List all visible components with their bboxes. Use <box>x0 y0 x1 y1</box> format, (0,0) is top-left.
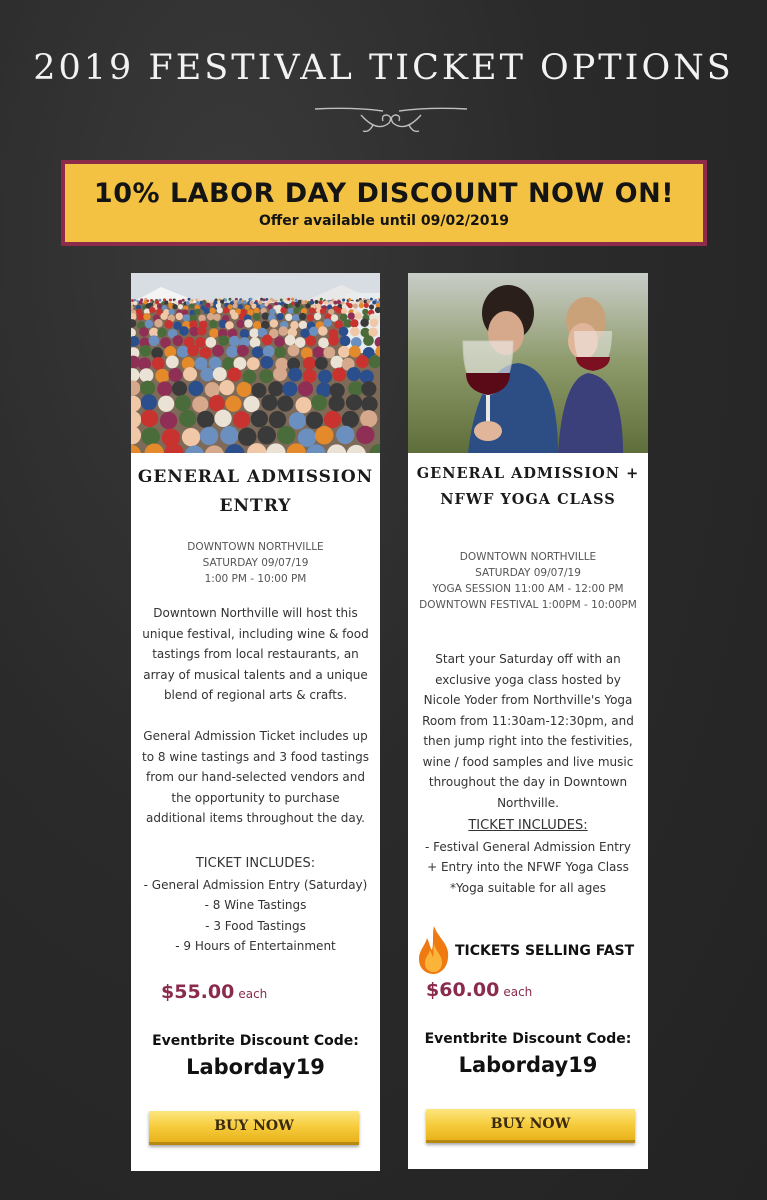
card-title <box>408 461 648 513</box>
ticket-card-general <box>131 273 380 1171</box>
meta-line: 1:00 PM - 10:00 PM <box>204 573 307 585</box>
ticket-price <box>426 979 532 1001</box>
includes-heading: TICKET INCLUDES: <box>468 818 588 833</box>
include-item: - Festival General Admission Entry <box>425 839 631 854</box>
card-title-line: NFWF YOGA CLASS <box>440 491 616 508</box>
selling-fast-label: TICKETS SELLING FAST <box>455 943 635 959</box>
meta-line: YOGA SESSION 11:00 AM - 12:00 PM <box>432 583 624 595</box>
buy-now-button[interactable]: BUY NOW <box>426 1109 635 1143</box>
includes-heading: TICKET INCLUDES: <box>195 856 316 871</box>
ornament-divider-icon <box>313 103 469 141</box>
card-title <box>131 463 380 521</box>
buy-now-button[interactable]: BUY NOW <box>149 1111 359 1145</box>
include-item: - General Admission Entry (Saturday) <box>143 877 368 892</box>
discount-code-label: Eventbrite Discount Code: <box>152 1033 359 1049</box>
ticket-includes <box>131 854 380 957</box>
price-value: $60.00 <box>426 979 500 1001</box>
discount-code: Laborday19 <box>458 1053 598 1077</box>
discount-code: Laborday19 <box>186 1055 325 1079</box>
discount-banner <box>61 160 707 246</box>
meta-line: DOWNTOWN NORTHVILLE <box>459 551 597 563</box>
card-description: Downtown Northville will host this unique festival, including wine & food tastings from local restaurants, an array of musical talents and a unique blend of regional arts & crafts. <box>142 606 369 702</box>
include-item: *Yoga suitable for all ages <box>449 880 607 895</box>
event-meta <box>408 549 648 613</box>
event-meta <box>131 539 380 587</box>
card-description: Start your Saturday off with an exclusive yoga class hosted by Nicole Yoder from Northville's Yoga Room from 11:30am-12:30pm, and then jump right into the festivities, wine / food samples and live music throughout the day in Downtown Northville. <box>422 652 634 810</box>
ticket-includes <box>408 816 648 898</box>
include-item: - 9 Hours of Entertainment <box>175 939 336 953</box>
page-title: 2019 FESTIVAL TICKET OPTIONS <box>33 48 734 88</box>
include-item: - 3 Food Tastings <box>205 918 306 933</box>
discount-code-label: Eventbrite Discount Code: <box>424 1031 632 1047</box>
wine-women-photo <box>408 273 648 453</box>
card-description: General Admission Ticket includes up to 8 wine tastings and 3 food tastings from our hand-selected vendors and the opportunity to purchase additional items throughout the day. <box>142 729 369 825</box>
card-title-line: GENERAL ADMISSION + <box>416 465 640 482</box>
meta-line: DOWNTOWN NORTHVILLE <box>187 541 324 553</box>
ticket-card-yoga <box>408 273 648 1169</box>
meta-line: SATURDAY 09/07/19 <box>202 557 309 569</box>
banner-subline: Offer available until 09/02/2019 <box>258 213 510 229</box>
price-unit: each <box>503 985 533 999</box>
price-unit: each <box>238 987 268 1001</box>
meta-line: SATURDAY 09/07/19 <box>475 567 581 579</box>
card-title-line: ENTRY <box>219 496 292 516</box>
meta-line: DOWNTOWN FESTIVAL 1:00PM - 10:00PM <box>419 599 637 611</box>
ticket-price <box>161 981 267 1003</box>
price-value: $55.00 <box>161 981 235 1003</box>
banner-headline: 10% LABOR DAY DISCOUNT NOW ON! <box>93 178 675 209</box>
flame-icon <box>416 924 452 976</box>
include-item: + Entry into the NFWF Yoga Class <box>427 860 629 874</box>
crowd-photo <box>131 273 380 453</box>
card-title-line: GENERAL ADMISSION <box>137 467 374 487</box>
include-item: - 8 Wine Tastings <box>204 898 307 912</box>
